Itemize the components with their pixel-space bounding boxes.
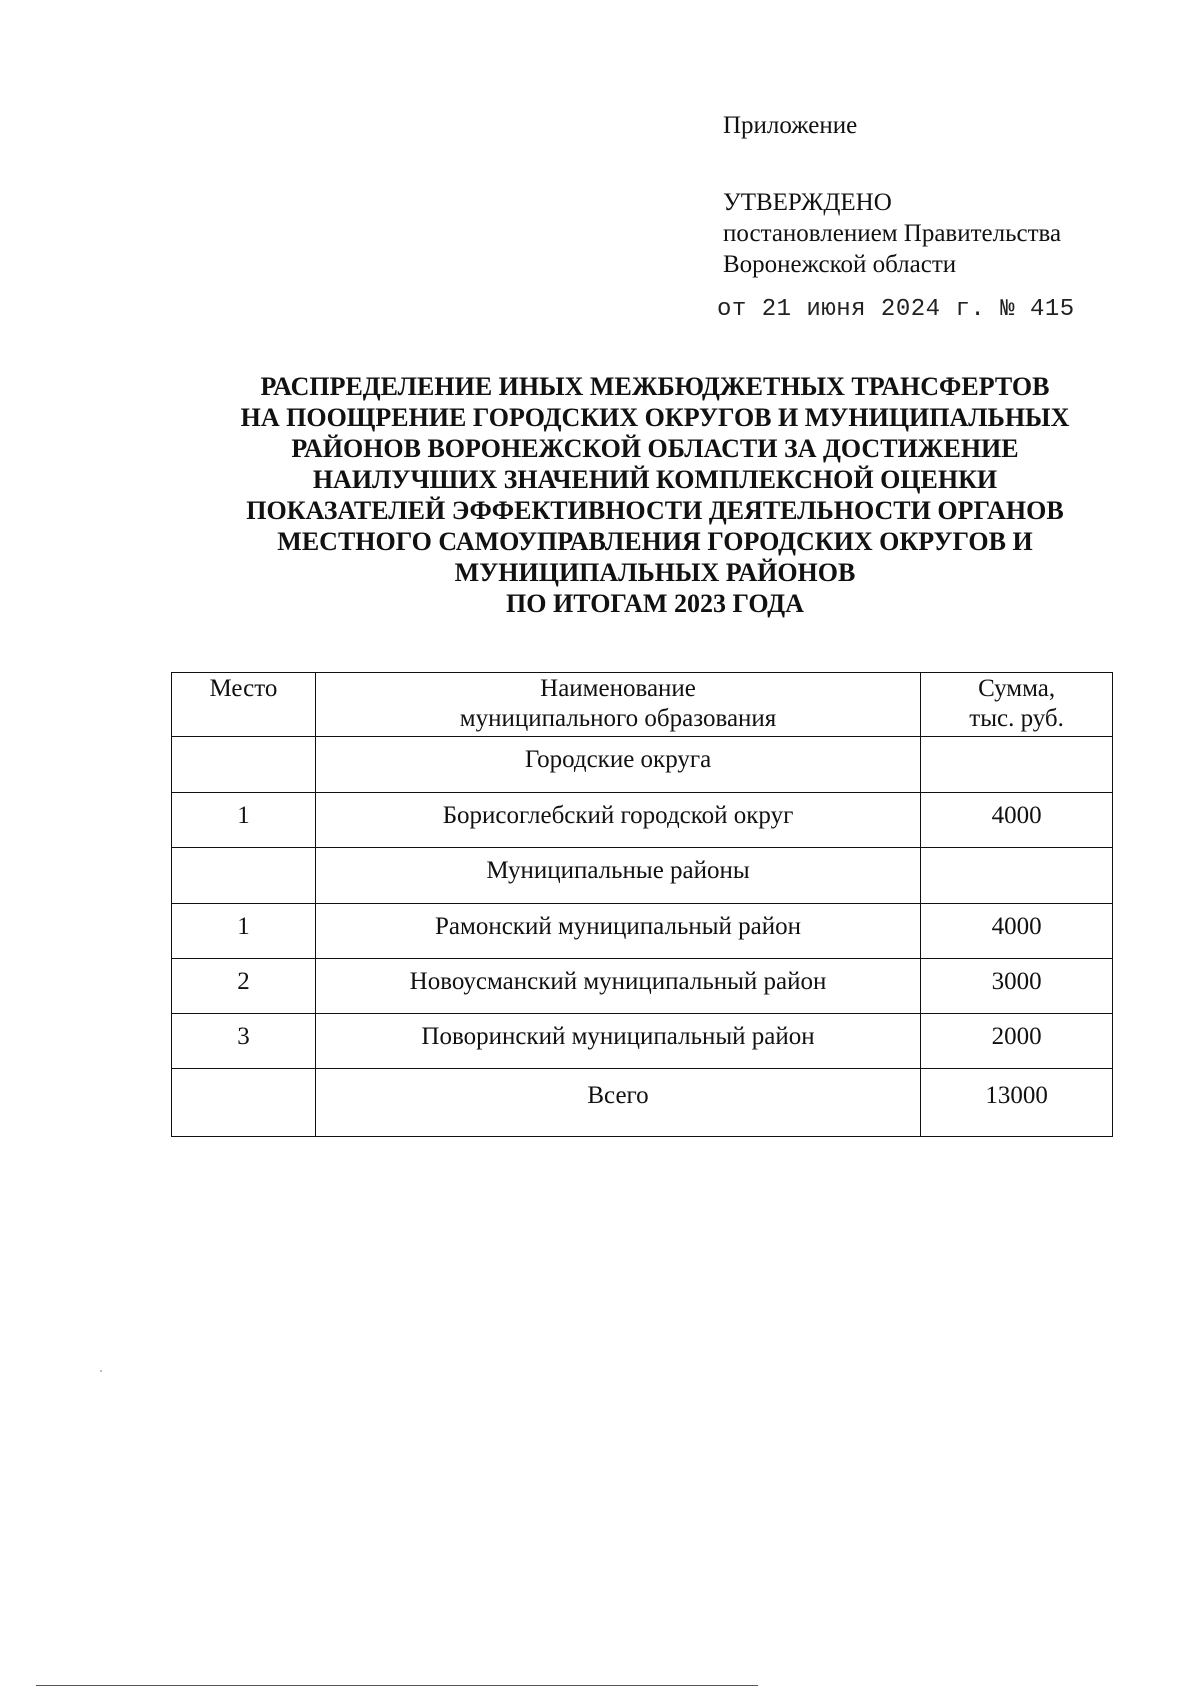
title-line: НА ПООЩРЕНИЕ ГОРОДСКИХ ОКРУГОВ И МУНИЦИПАЛЬНЫХ bbox=[240, 403, 1070, 432]
title-line: ПОКАЗАТЕЛЕЙ ЭФФЕКТИВНОСТИ ДЕЯТЕЛЬНОСТИ ОРГАНОВ bbox=[246, 496, 1064, 525]
approval-block bbox=[717, 110, 1163, 325]
cell-place: 2 bbox=[172, 959, 316, 1014]
table-row bbox=[172, 1014, 1113, 1069]
header-sum: Сумма, тыс. руб. bbox=[921, 673, 1113, 737]
title-line: МУНИЦИПАЛЬНЫХ РАЙОНОВ bbox=[454, 558, 856, 587]
total-sum: 13000 bbox=[921, 1069, 1113, 1137]
title-line: ПО ИТОГАМ 2023 ГОДА bbox=[506, 589, 804, 618]
title-line: НАИЛУЧШИХ ЗНАЧЕНИЙ КОМПЛЕКСНОЙ ОЦЕНКИ bbox=[312, 465, 998, 494]
table-cell bbox=[172, 737, 316, 793]
table-header-row bbox=[172, 673, 1113, 737]
section-heading-urban-districts: Городские округа bbox=[315, 737, 920, 793]
cell-place: 3 bbox=[172, 1014, 316, 1069]
table-row bbox=[172, 793, 1113, 848]
appendix-label: Приложение bbox=[723, 112, 858, 139]
approved-label: УТВЕРЖДЕНО bbox=[723, 189, 892, 216]
cell-place: 1 bbox=[172, 904, 316, 959]
section-row-urban-districts bbox=[172, 737, 1113, 793]
table-row bbox=[172, 904, 1113, 959]
cell-name: Новоусманский муниципальный район bbox=[315, 959, 920, 1014]
table-cell bbox=[921, 737, 1113, 793]
cell-sum: 4000 bbox=[921, 904, 1113, 959]
cell-sum: 3000 bbox=[921, 959, 1113, 1014]
footer-rule bbox=[36, 1685, 758, 1686]
cell-sum: 2000 bbox=[921, 1014, 1113, 1069]
header-name: Наименование муниципального образования bbox=[315, 673, 920, 737]
table-cell bbox=[921, 848, 1113, 904]
table-cell bbox=[172, 848, 316, 904]
cell-name: Поворинский муниципальный район bbox=[315, 1014, 920, 1069]
title-line: МЕСТНОГО САМОУПРАВЛЕНИЯ ГОРОДСКИХ ОКРУГОВ И bbox=[277, 527, 1033, 556]
header-place: Место bbox=[172, 673, 316, 737]
scan-speck bbox=[100, 1370, 102, 1372]
title-line: РАСПРЕДЕЛЕНИЕ ИНЫХ МЕЖБЮДЖЕТНЫХ ТРАНСФЕРТОВ bbox=[260, 372, 1050, 401]
total-row bbox=[172, 1069, 1113, 1137]
section-row-municipal-districts bbox=[172, 848, 1113, 904]
section-heading-municipal-districts: Муниципальные районы bbox=[315, 848, 920, 904]
cell-name: Рамонский муниципальный район bbox=[315, 904, 920, 959]
table-row bbox=[172, 959, 1113, 1014]
document-title bbox=[160, 371, 1150, 619]
title-line: РАЙОНОВ ВОРОНЕЖСКОЙ ОБЛАСТИ ЗА ДОСТИЖЕНИЕ bbox=[291, 434, 1019, 463]
transfers-table bbox=[171, 672, 1113, 1137]
table-cell bbox=[172, 1069, 316, 1137]
cell-sum: 4000 bbox=[921, 793, 1113, 848]
cell-name: Борисоглебский городской округ bbox=[315, 793, 920, 848]
cell-place: 1 bbox=[172, 793, 316, 848]
approved-by-line-1: постановлением Правительства bbox=[723, 220, 1062, 247]
approved-by-line-2: Воронежской области bbox=[723, 251, 957, 278]
decree-reference: от 21 июня 2024 г. № 415 bbox=[717, 296, 1075, 323]
total-label: Всего bbox=[315, 1069, 920, 1137]
